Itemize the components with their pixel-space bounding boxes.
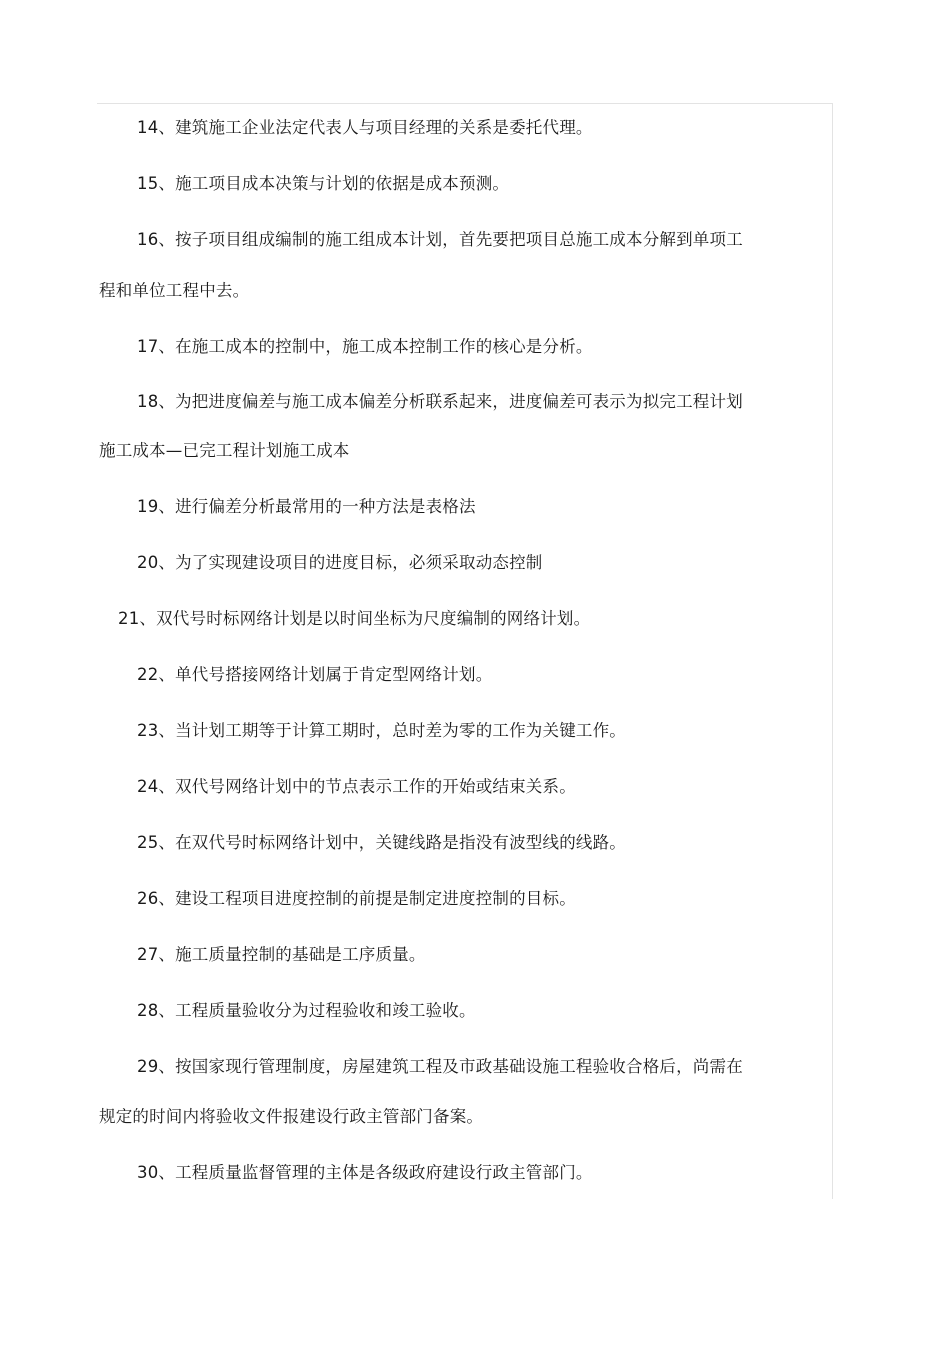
question-line: 21、双代号时标网络计划是以时间坐标为尺度编制的网络计划。 [118, 609, 591, 628]
question-line: 24、双代号网络计划中的节点表示工作的开始或结束关系。 [137, 777, 576, 796]
question-line: 15、施工项目成本决策与计划的依据是成本预测。 [137, 174, 510, 193]
question-line: 20、为了实现建设项目的进度目标，必须采取动态控制 [137, 553, 543, 572]
question-line: 18、为把进度偏差与施工成本偏差分析联系起来，进度偏差可表示为拟完工程计划 [137, 392, 743, 411]
question-line: 27、施工质量控制的基础是工序质量。 [137, 945, 426, 964]
question-line: 19、进行偏差分析最常用的一种方法是表格法 [137, 497, 476, 516]
question-line: 28、工程质量验收分为过程验收和竣工验收。 [137, 1001, 476, 1020]
question-line: 29、按国家现行管理制度，房屋建筑工程及市政基础设施工程验收合格后，尚需在 [137, 1057, 743, 1076]
question-line-continued: 施工成本—已完工程计划施工成本 [99, 441, 350, 460]
question-line: 26、建设工程项目进度控制的前提是制定进度控制的目标。 [137, 889, 576, 908]
question-line: 23、当计划工期等于计算工期时，总时差为零的工作为关键工作。 [137, 721, 626, 740]
question-line: 14、建筑施工企业法定代表人与项目经理的关系是委托代理。 [137, 118, 593, 137]
question-line: 22、单代号搭接网络计划属于肯定型网络计划。 [137, 665, 493, 684]
page-frame [97, 103, 833, 1199]
question-line: 17、在施工成本的控制中，施工成本控制工作的核心是分析。 [137, 337, 593, 356]
question-line-continued: 规定的时间内将验收文件报建设行政主管部门备案。 [99, 1107, 484, 1126]
question-line: 25、在双代号时标网络计划中，关键线路是指没有波型线的线路。 [137, 833, 626, 852]
question-line: 30、工程质量监督管理的主体是各级政府建设行政主管部门。 [137, 1163, 593, 1182]
question-line-continued: 程和单位工程中去。 [99, 281, 250, 300]
question-line: 16、按子项目组成编制的施工组成本计划，首先要把项目总施工成本分解到单项工 [137, 230, 743, 249]
